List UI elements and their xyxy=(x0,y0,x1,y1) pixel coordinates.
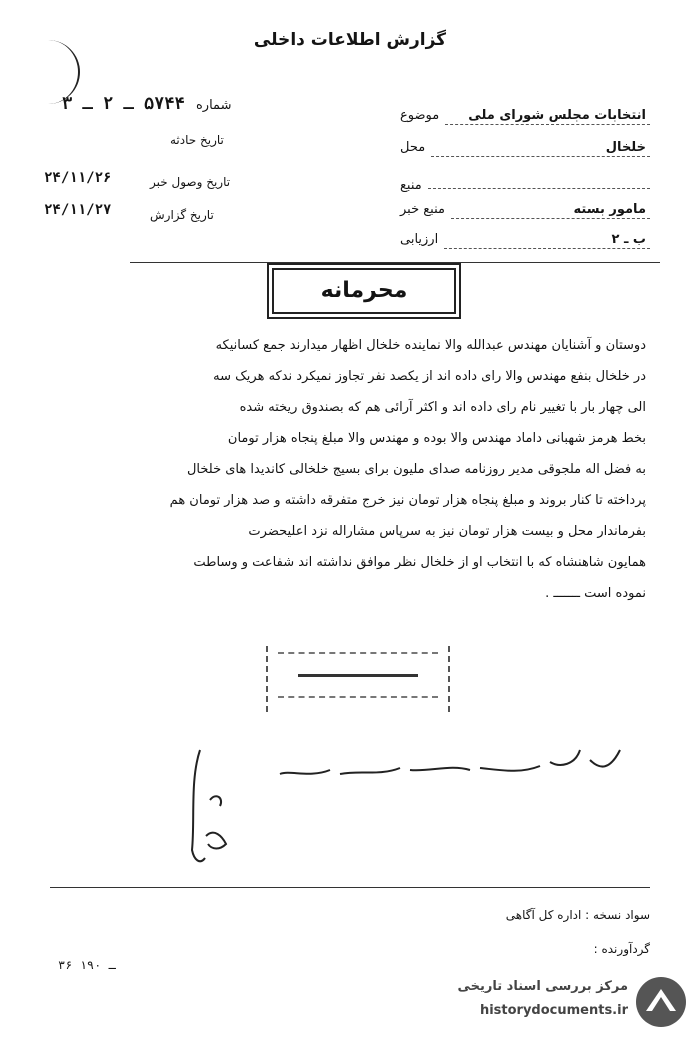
field-source-key: منبع xyxy=(400,178,422,193)
field-subject-key: موضوع xyxy=(400,108,440,123)
body-line: دوستان و آشنایان مهندس عبدالله والا نماینده خلخال اظهار میدارند جمع کسانیکه xyxy=(215,338,646,353)
archive-watermark xyxy=(420,975,692,1031)
field-evaluation xyxy=(400,232,650,249)
body-line: همایون شاهنشاه که با انتخاب او از خلخال نظر موافق نداشته اند شفاعت و وساطت xyxy=(193,555,646,570)
distribution-label: سواد نسخه : xyxy=(585,908,650,922)
field-location-value: خلخال xyxy=(431,140,650,157)
field-news-source-key: منبع خبر xyxy=(400,202,445,217)
signature-seal xyxy=(266,646,450,712)
field-location xyxy=(400,140,650,157)
field-news-source xyxy=(400,202,650,219)
field-evaluation-value: ب ـ ۲ xyxy=(444,232,650,249)
field-location-key: محل xyxy=(400,140,426,155)
report-number-label: شماره xyxy=(196,98,232,113)
received-date-label: تاریخ وصول خبر xyxy=(150,175,231,189)
archive-logo-icon xyxy=(634,975,688,1029)
header-divider xyxy=(130,262,660,263)
body-line: پرداخته تا کنار بروند و مبلغ پنجاه هزار تومان نیز خرج متفرقه داشته و صد هزار تومان هم xyxy=(169,493,646,508)
incident-date-label: تاریخ حادثه xyxy=(170,133,224,147)
body-line: بفرماندار محل و بیست هزار تومان نیز به سرپاس مشاراله نزد اعلیحضرت xyxy=(248,524,646,539)
received-date-value: ۲۴/۱۱/۲۶ xyxy=(44,170,112,186)
body-line: بخط هرمز شهبانی داماد مهندس والا بوده و مهندس والا مبلغ پنجاه هزار تومان xyxy=(227,431,646,446)
document-code: ۳۶ ـ ۱۹۰ xyxy=(58,958,116,972)
watermark-text-fa: مرکز بررسی اسناد تاریخی xyxy=(457,979,628,994)
field-source-value xyxy=(428,172,650,189)
body-line: به فضل اله ملجوقی مدیر روزنامه صدای ملیون برای بسیج خلخالی کاندیدا های خلخال xyxy=(186,462,646,477)
document-title: گزارش اطلاعات داخلی xyxy=(253,30,447,50)
body-line: در خلخال بنفع مهندس والا رای داده اند از یکصد نفر تجاوز نمیکرد ندکه هریک سه xyxy=(213,369,646,384)
report-date-value: ۲۴/۱۱/۲۷ xyxy=(44,202,112,218)
field-subject xyxy=(400,108,650,125)
footer-divider xyxy=(50,887,650,888)
distribution-line xyxy=(506,908,650,922)
field-news-source-value: مامور بسته xyxy=(451,202,650,219)
watermark-text-en: historydocuments.ir xyxy=(479,1003,628,1018)
report-date-label: تاریخ گزارش xyxy=(150,208,214,222)
report-body xyxy=(78,330,646,609)
body-line: نموده است ـــــــ . xyxy=(545,586,646,601)
handwritten-note-scribble xyxy=(180,740,650,880)
field-evaluation-key: ارزیابی xyxy=(400,232,439,247)
report-number: ۵۷۴۴ ـ ۲ ـ ۳ xyxy=(62,94,185,114)
field-subject-value: انتخابات مجلس شورای ملی xyxy=(445,108,650,125)
distribution-note: اداره کل آگاهی xyxy=(505,908,582,922)
classification-stamp: محرمانه xyxy=(272,268,456,314)
compiler-label: گردآورنده : xyxy=(593,942,650,956)
body-line: الی چهار بار با تغییر نام رای داده اند و اکثر آرائی هم که بصندوق ریخته شده xyxy=(239,400,646,415)
field-source xyxy=(400,172,650,193)
